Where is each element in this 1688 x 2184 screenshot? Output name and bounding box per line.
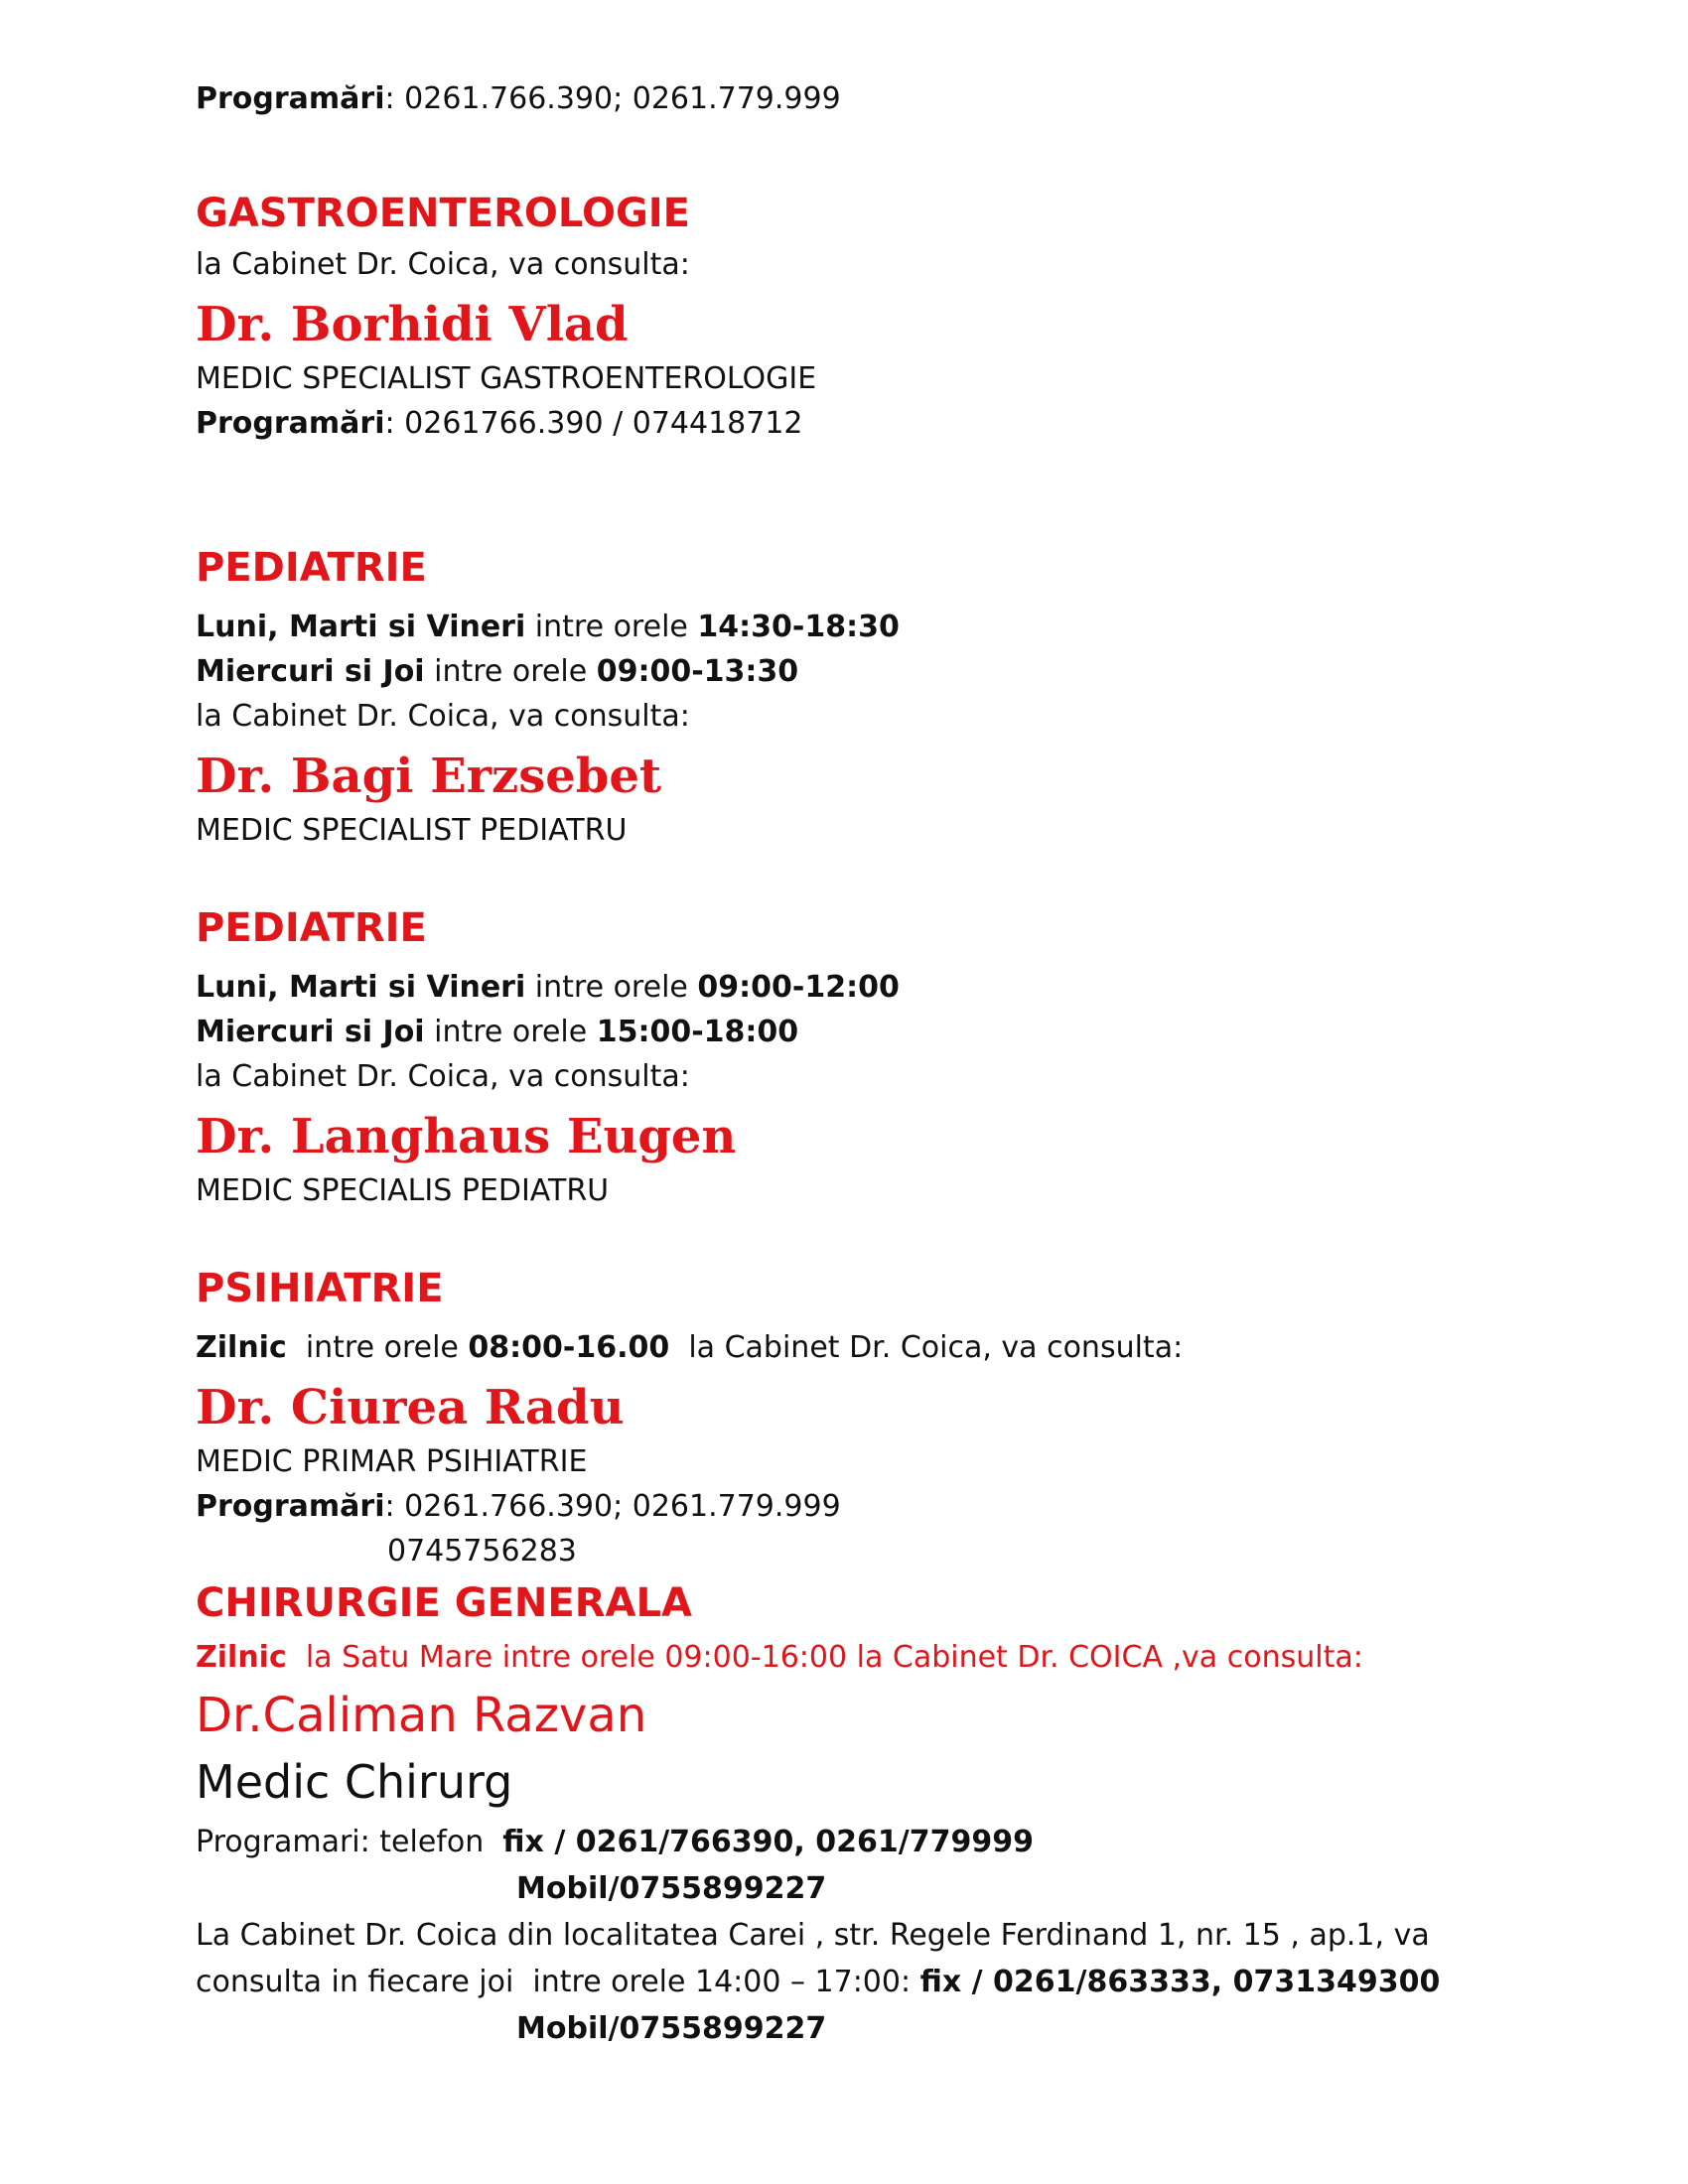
appointments-line [196,1487,841,1527]
appointments-fixed-phones: fix / 0261/766390, 0261/779999 [502,1825,1034,1859]
schedule-line [196,1638,1363,1678]
schedule-hours: 09:00-13:30 [596,654,799,689]
appointments-label: Programări [196,406,385,441]
appointments-label: Programari: telefon [196,1825,503,1859]
schedule-line [196,968,900,1008]
schedule-days: Miercuri si Joi [196,1015,425,1049]
appointments-label: Programări [196,81,385,116]
schedule-hours: 08:00-16.00 [468,1330,670,1365]
doctor-title: MEDIC SPECIALIST PEDIATRU [196,813,628,848]
section-heading-pediatrie: PEDIATRIE [196,905,427,951]
schedule-days: Zilnic [196,1640,287,1675]
carei-fixed-phones: fix / 0261/863333, 0731349300 [919,1965,1441,1999]
appointments-phones: : 0261766.390 / 074418712 [384,406,803,441]
schedule-days: Zilnic [196,1330,287,1365]
consult-text: la Cabinet Dr. Coica, va consulta: [196,699,690,734]
schedule-text: intre orele [424,1015,597,1049]
doctor-title: MEDIC SPECIALIS PEDIATRU [196,1173,610,1208]
carei-mobile: Mobil/0755899227 [516,2011,827,2046]
doctor-title: MEDIC PRIMAR PSIHIATRIE [196,1444,588,1479]
carei-text: La Cabinet Dr. Coica din localitatea Carei , str. Regele Ferdinand 1, nr. 15 , ap.1, va [196,1918,1430,1953]
appointments-mobile: Mobil/0755899227 [516,1871,827,1906]
doctor-title: MEDIC SPECIALIST GASTROENTEROLOGIE [196,361,817,396]
schedule-hours: 09:00-12:00 [697,970,900,1005]
doctor-title: Medic Chirurg [196,1755,513,1809]
doctor-name: Dr. Borhidi Vlad [196,297,629,352]
schedule-line [196,1328,1183,1368]
schedule-hours: 15:00-18:00 [596,1015,799,1049]
schedule-text: intre orele [424,654,597,689]
schedule-text: intre orele [525,970,698,1005]
doctor-name: Dr. Ciurea Radu [196,1380,625,1435]
appointments-line [196,1823,1034,1862]
consult-text: la Cabinet Dr. Coica, va consulta: [196,247,690,282]
doctor-name: Dr.Caliman Razvan [196,1688,647,1743]
schedule-text: intre orele [286,1330,469,1365]
carei-text: consulta in fiecare joi intre orele 14:00 – 17:00: [196,1965,920,1999]
schedule-hours: 14:30-18:30 [697,610,900,644]
schedule-line [196,608,900,647]
schedule-text: la Satu Mare intre orele 09:00-16:00 la Cabinet Dr. COICA ,va consulta: [286,1640,1363,1675]
doctor-name: Dr. Bagi Erzsebet [196,749,662,804]
appointments-extra-phone: 0745756283 [387,1534,577,1569]
appointments-line [196,404,803,444]
schedule-days: Luni, Marti si Vineri [196,970,526,1005]
consult-text: la Cabinet Dr. Coica, va consulta: [196,1059,690,1094]
doctor-name: Dr. Langhaus Eugen [196,1109,737,1164]
section-heading-pediatrie: PEDIATRIE [196,545,427,591]
schedule-line [196,652,798,692]
appointments-phones: : 0261.766.390; 0261.779.999 [384,1489,841,1524]
appointments-line [196,79,841,119]
consult-text: la Cabinet Dr. Coica, va consulta: [669,1330,1184,1365]
schedule-days: Miercuri si Joi [196,654,425,689]
carei-line [196,1963,1440,2002]
schedule-text: intre orele [525,610,698,644]
section-heading-gastroenterologie: GASTROENTEROLOGIE [196,191,691,236]
appointments-phones: : 0261.766.390; 0261.779.999 [384,81,841,116]
section-heading-psihiatrie: PSIHIATRIE [196,1266,444,1311]
schedule-line [196,1013,798,1052]
section-heading-chirurgie-generala: CHIRURGIE GENERALA [196,1580,692,1626]
appointments-label: Programări [196,1489,385,1524]
schedule-days: Luni, Marti si Vineri [196,610,526,644]
